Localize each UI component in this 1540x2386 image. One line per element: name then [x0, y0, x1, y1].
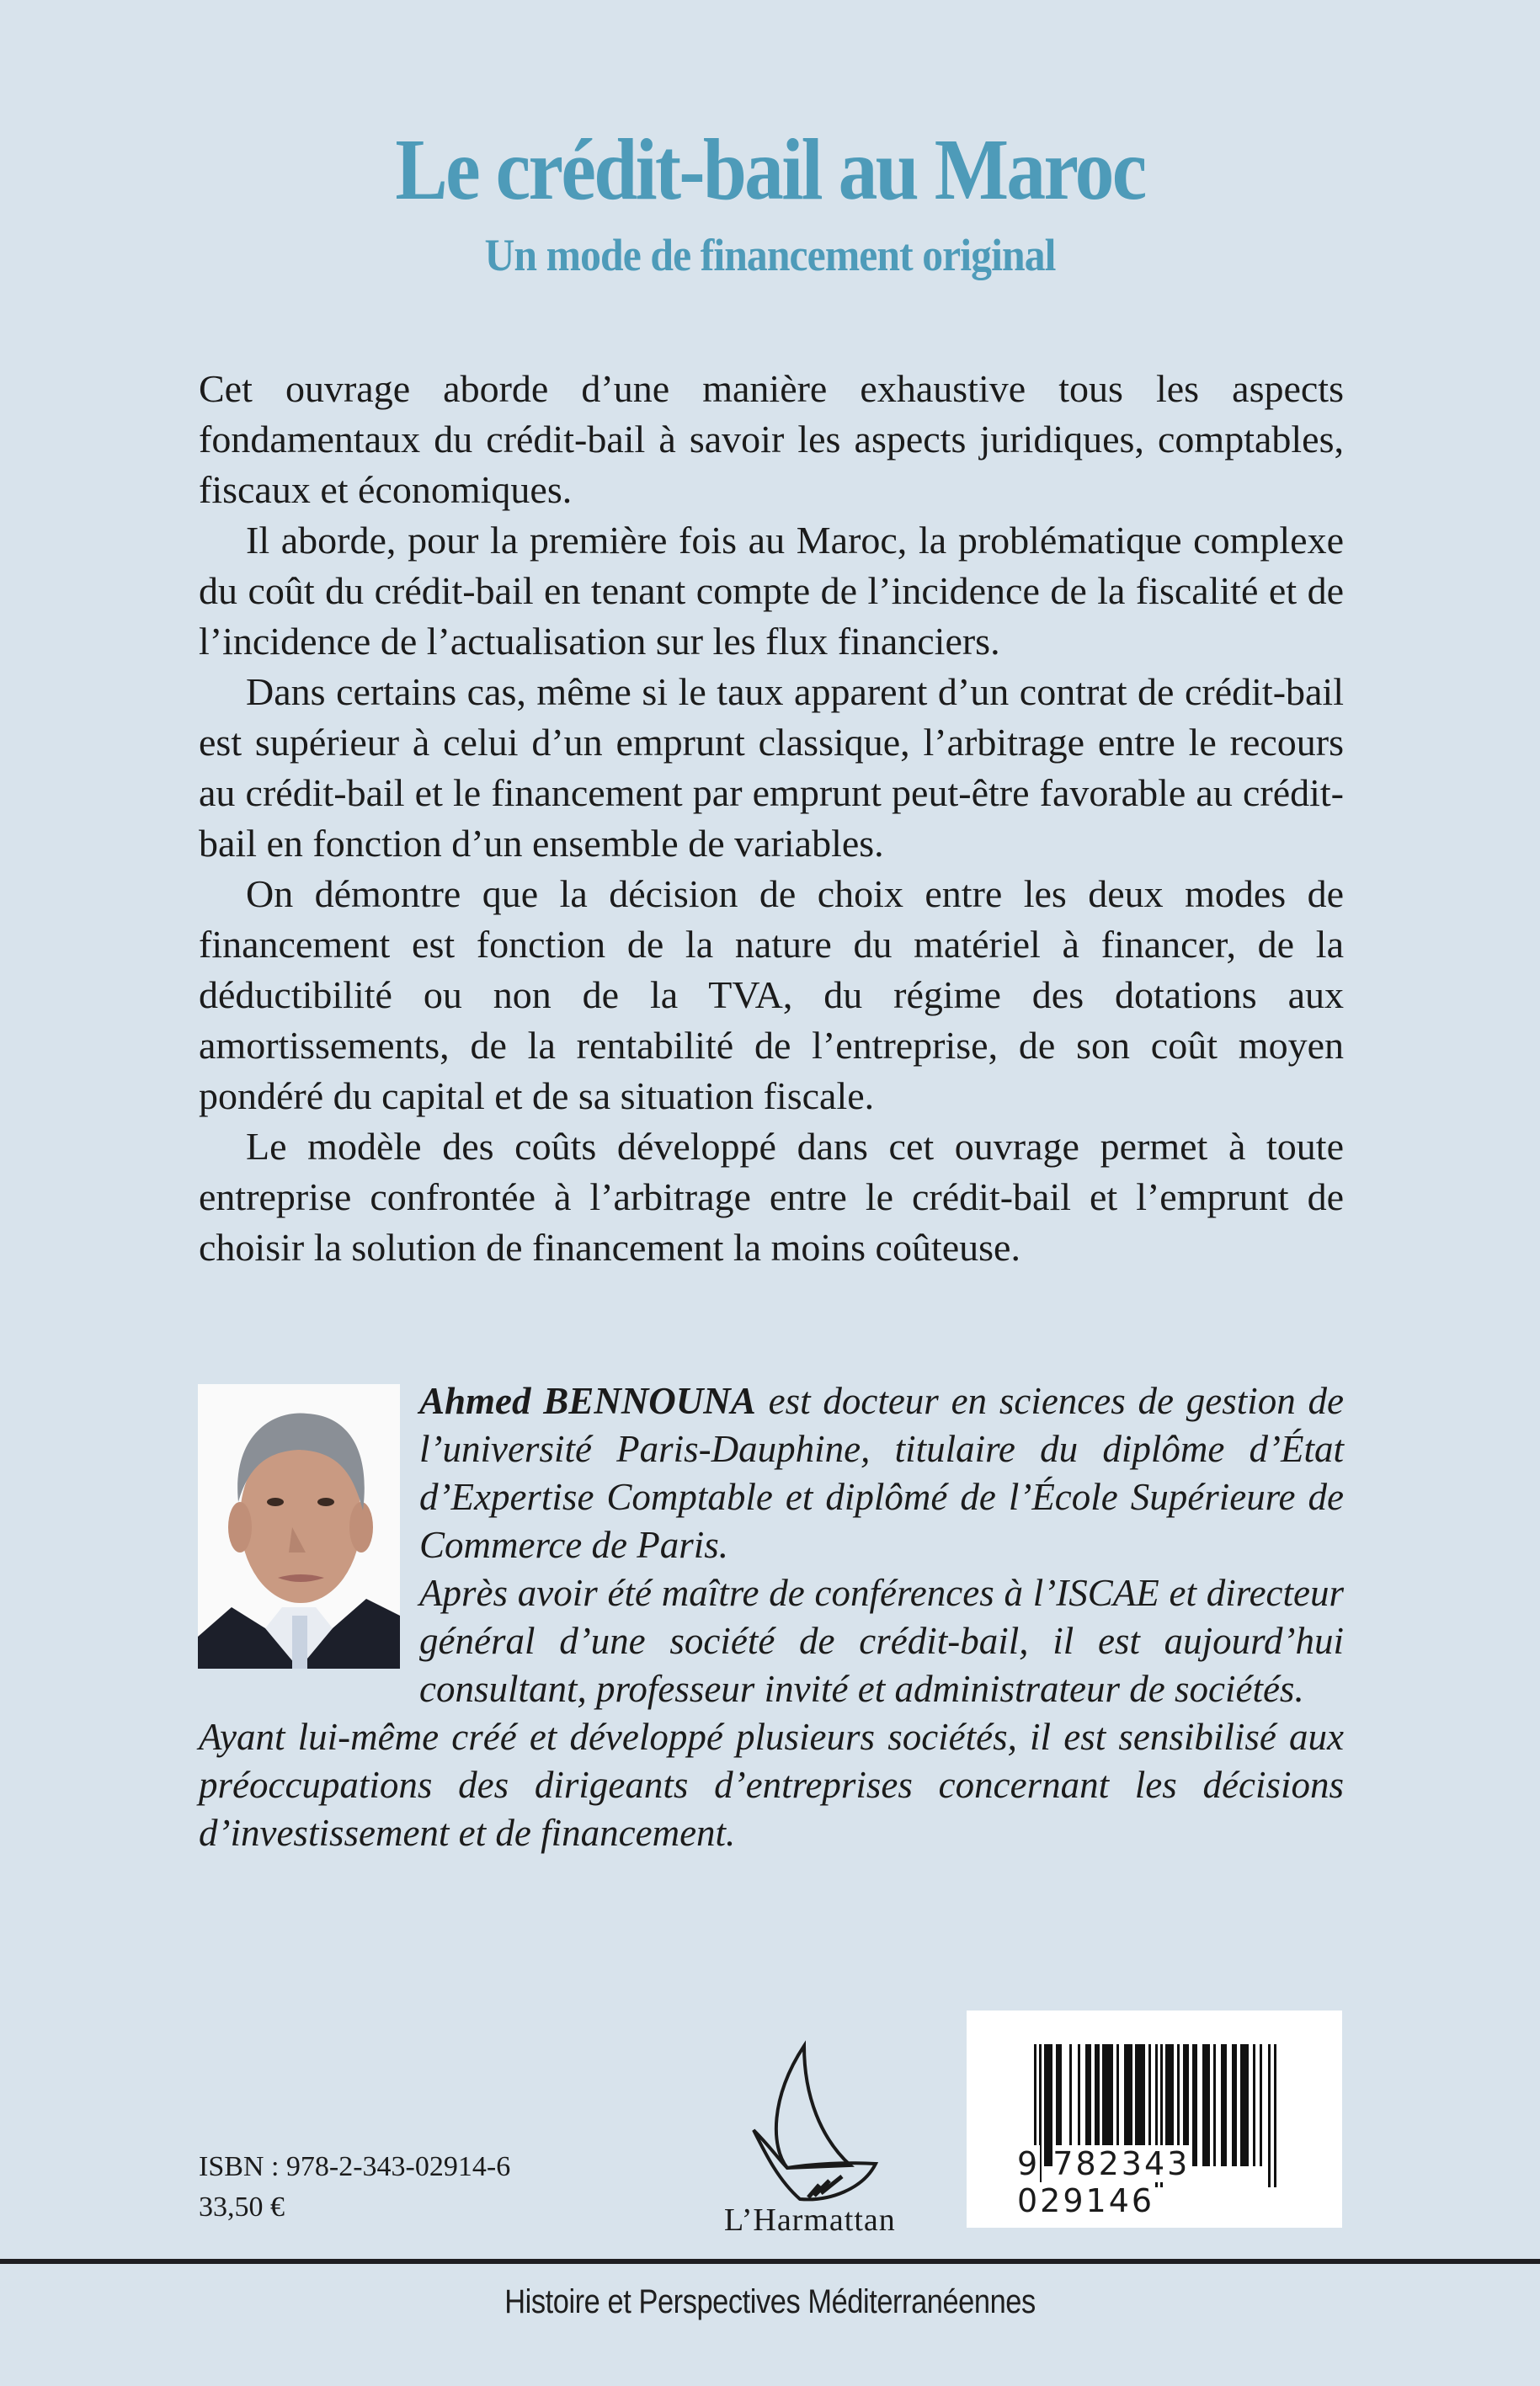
barcode-digits-right: 029146: [1017, 2182, 1155, 2219]
author-bio: [199, 1377, 1344, 1857]
book-title: Le crédit-bail au Maroc: [395, 121, 1145, 218]
isbn: ISBN : 978-2-343-02914-6: [199, 2151, 511, 2182]
summary-paragraph: Dans certains cas, même si le taux apparent d’un contrat de crédit-bail est supérieur à celui d’un emprunt classique, l’arbitrage entre le recours au crédit-bail et le financement par emprunt peut-être favorable au crédit-bail en fonction d’un ensemble de variables.: [199, 670, 1344, 865]
summary-paragraph: Cet ouvrage aborde d’une manière exhaustive tous les aspects fondamentaux du crédit-bail à savoir les aspects juridiques, comptables, fiscaux et économiques.: [199, 367, 1344, 511]
series-name: Histoire et Perspectives Méditerranéennes: [504, 2283, 1036, 2320]
book-subtitle: Un mode de financement original: [484, 230, 1056, 280]
footer-divider: [0, 2259, 1540, 2264]
bio-text: est docteur en sciences de gestion de l’université Paris-Dauphine, titulaire du diplôme d’État d’Expertise Comptable et diplômé de l’École Supérieure de Commerce de Paris.: [419, 1380, 1344, 1566]
sailboat-icon: [720, 2037, 914, 2206]
barcode-digit-first: 9: [1017, 2145, 1041, 2182]
barcode-digits: [1017, 2145, 1303, 2219]
author-name: Ahmed BENNOUNA: [419, 1380, 756, 1422]
publisher-name: L’Harmattan: [724, 2202, 896, 2238]
bio-paragraph: Ayant lui-même créé et développé plusieurs sociétés, il est sensibilisé aux préoccupations des dirigeants d’entreprises concernant les décisions d’investissement et de financement.: [199, 1716, 1344, 1854]
summary-paragraph: On démontre que la décision de choix entre les deux modes de financement est fonction de la nature du matériel à financer, de la déductibilité ou non de la TVA, du régime des dotations aux amortissements, de la rentabilité de l’entreprise, de son coût moyen pondéré du capital et de sa situation fiscale.: [199, 872, 1344, 1117]
photo-spacer: [199, 1377, 419, 1709]
summary-paragraph: Il aborde, pour la première fois au Maroc, la problématique complexe du coût du crédit-bail en tenant compte de l’incidence de la fiscalité et de l’incidence de l’actualisation sur les flux financiers.: [199, 519, 1344, 663]
summary-paragraph: Le modèle des coûts développé dans cet ouvrage permet à toute entreprise confrontée à l’arbitrage entre le crédit-bail et l’emprunt de choisir la solution de financement la moins coûteuse.: [199, 1125, 1344, 1269]
price: 33,50 €: [199, 2192, 285, 2223]
summary-text: [199, 364, 1344, 1273]
bio-paragraph: Après avoir été maître de conférences à l’ISCAE et directeur général d’une société de crédit-bail, il est aujourd’hui consultant, professeur invité et administrateur de sociétés.: [419, 1572, 1344, 1710]
barcode-digits-left: 782343: [1052, 2145, 1191, 2182]
barcode: [967, 2011, 1342, 2228]
